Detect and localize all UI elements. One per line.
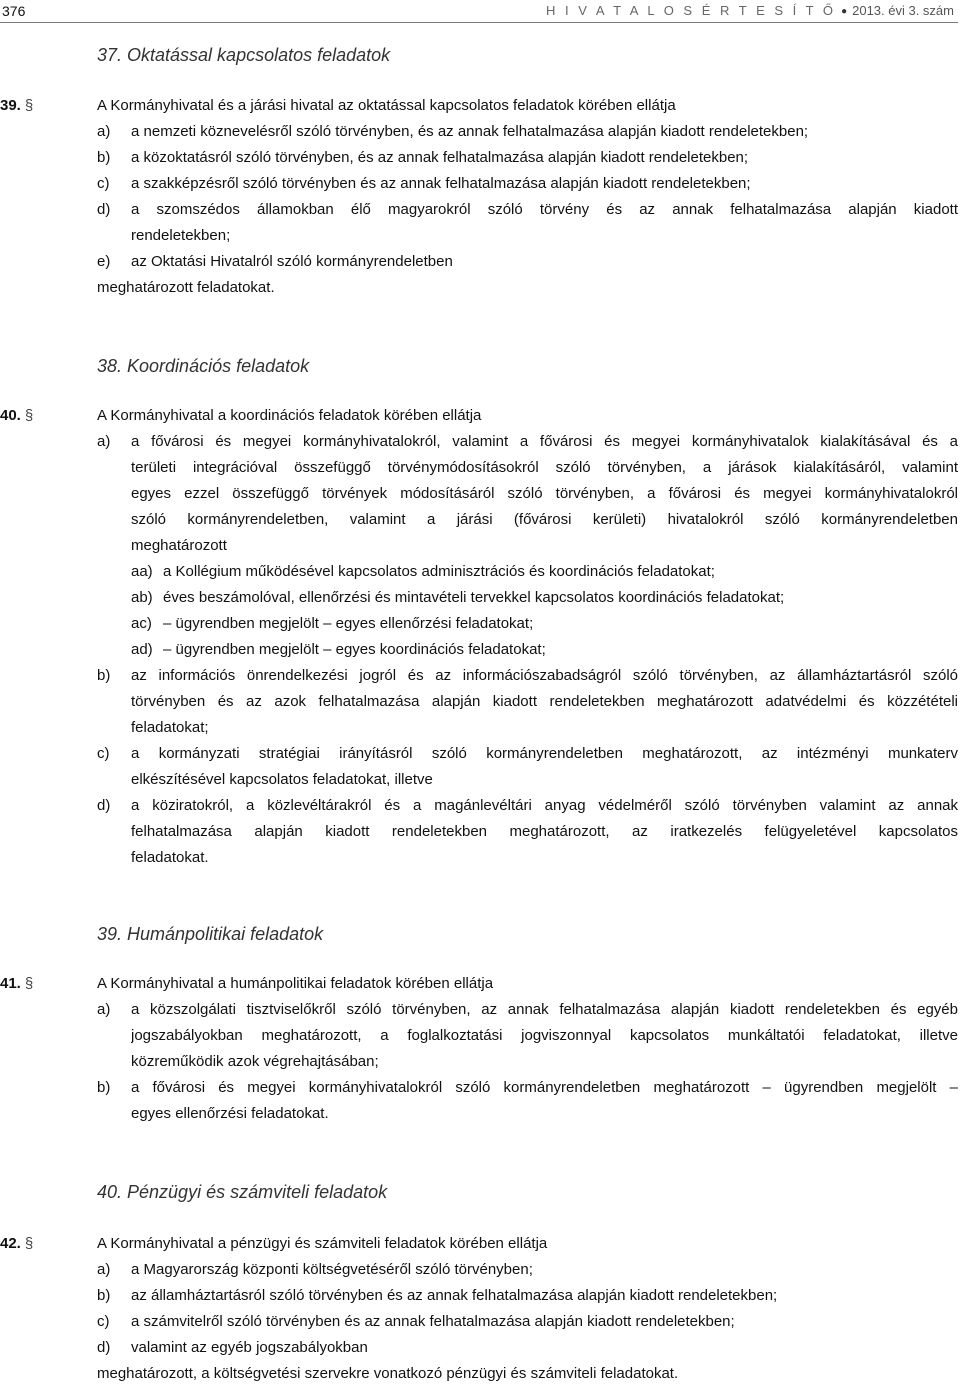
item-label: b) — [97, 149, 111, 166]
journal-title: H I V A T A L O S É R T E S Í T Ő — [546, 3, 837, 18]
item-label: a) — [97, 1001, 111, 1018]
item-text: a közoktatásról szóló törvényben, és az annak felhatalmazása alapján kiadott rendeletekben; — [131, 149, 749, 166]
subitem-label: aa) — [131, 563, 153, 580]
item-label: c) — [97, 1313, 110, 1330]
subitem-text: éves beszámolóval, ellenőrzési és mintavételi tervekkel kapcsolatos koordinációs feladatokat; — [163, 589, 785, 606]
paragraph-number-41 — [0, 971, 33, 997]
paragraph-intro: A Kormányhivatal a humánpolitikai feladatok körében ellátja — [97, 975, 494, 992]
item-text: egyes ellenőrzési feladatokat. — [131, 1105, 329, 1122]
item-text: területi integrációval összefüggő törvénymódosításokról szóló törvényben, a járások kialakításáról, valamint — [131, 459, 958, 476]
item-text: egyes ezzel összefüggő törvények módosításáról szóló törvényben, a fővárosi és megyei kormányhivatalokról — [131, 485, 958, 502]
section-heading-37: 37. Oktatással kapcsolatos feladatok — [97, 45, 391, 65]
section-sign: § — [24, 975, 34, 992]
item-label: a) — [97, 1261, 111, 1278]
item-text: a számvitelről szóló törvényben és az annak felhatalmazása alapján kiadott rendeletekben; — [131, 1313, 735, 1330]
item-text: az Oktatási Hivatalról szóló kormányrendeletben — [131, 253, 453, 270]
item-text: valamint az egyéb jogszabályokban — [131, 1339, 368, 1356]
item-label: b) — [97, 1079, 111, 1096]
item-text: a szakképzésről szóló törvényben és az annak felhatalmazása alapján kiadott rendeletekben; — [131, 175, 751, 192]
item-text: a Magyarország központi költségvetéséről szóló törvényben; — [131, 1261, 533, 1278]
section-sign: § — [24, 407, 34, 424]
paragraph-closing: meghatározott, a költségvetési szervekre vonatkozó pénzügyi és számviteli feladatokat. — [97, 1365, 679, 1382]
subitem-label: ad) — [131, 641, 153, 658]
subitem-text: – ügyrendben megjelölt – egyes ellenőrzési feladatokat; — [163, 615, 534, 632]
item-label: c) — [97, 175, 110, 192]
issue-number: 2013. évi 3. szám — [852, 3, 954, 18]
item-text: feladatokat; — [131, 719, 209, 736]
item-text: a közszolgálati tisztviselőkről szóló törvényben, az annak felhatalmazása alapján kiadott rendeletekben és egyéb — [131, 1001, 958, 1018]
subitem-text: – ügyrendben megjelölt – egyes koordinációs feladatokat; — [163, 641, 546, 658]
item-text: az információs önrendelkezési jogról és az információszabadságról szóló törvényben, az államháztartásról szóló — [131, 667, 958, 684]
paragraph-closing: meghatározott feladatokat. — [97, 279, 275, 296]
item-text: a szomszédos államokban élő magyarokról szóló törvény és az annak felhatalmazása alapján kiadott — [131, 201, 958, 218]
item-text: a köziratokról, a közlevéltárakról és a magánlevéltári anyag védelméről szóló törvényben valamint az annak — [131, 797, 958, 814]
item-text: szóló kormányrendeletben, valamint a járási (fővárosi kerületi) hivatalokról szóló kormányrendeletben — [131, 511, 958, 528]
item-text: felhatalmazása alapján kiadott rendeletekben meghatározott, az iratkezelés felügyeletével kapcsolatos — [131, 823, 958, 840]
item-text: a fővárosi és megyei kormányhivatalokról, valamint a fővárosi és megyei kormányhivatalok kialakításával és a — [131, 433, 958, 450]
paragraph-number: 42. — [0, 1235, 21, 1252]
paragraph-number: 40. — [0, 407, 21, 424]
separator-dot-icon: ● — [841, 6, 848, 17]
section-heading-40: 40. Pénzügyi és számviteli feladatok — [97, 1182, 388, 1202]
paragraph-number-40 — [0, 403, 33, 429]
item-text: jogszabályokban meghatározott, a foglalkoztatási jogviszonnyal kapcsolatos munkáltatói feladatokat, illetve — [131, 1027, 958, 1044]
item-text: törvényben és az azok felhatalmazása alapján kiadott rendeletekben meghatározott adatvédelmi és közzétételi — [131, 693, 958, 710]
paragraph-intro: A Kormányhivatal a pénzügyi és számviteli feladatok körében ellátja — [97, 1235, 548, 1252]
item-text: az államháztartásról szóló törvényben és az annak felhatalmazása alapján kiadott rendeletekben; — [131, 1287, 778, 1304]
item-label: c) — [97, 745, 110, 762]
item-text: rendeletekben; — [131, 227, 231, 244]
item-label: d) — [97, 797, 111, 814]
paragraph-number: 39. — [0, 97, 21, 114]
subitem-label: ac) — [131, 615, 152, 632]
subitem-text: a Kollégium működésével kapcsolatos adminisztrációs és koordinációs feladatokat; — [163, 563, 715, 580]
paragraph-number-39 — [0, 93, 33, 119]
item-label: d) — [97, 201, 111, 218]
item-text: elkészítésével kapcsolatos feladatokat, illetve — [131, 771, 433, 788]
paragraph-intro: A Kormányhivatal és a járási hivatal az oktatással kapcsolatos feladatok körében ellátja — [97, 97, 676, 114]
item-text: feladatokat. — [131, 849, 209, 866]
paragraph-number: 41. — [0, 975, 21, 992]
subitem-label: ab) — [131, 589, 153, 606]
item-text: közreműködik azok végrehajtásában; — [131, 1053, 379, 1070]
section-sign: § — [24, 97, 34, 114]
item-text: a nemzeti köznevelésről szóló törvényben, és az annak felhatalmazása alapján kiadott rendeletekben; — [131, 123, 809, 140]
item-label: a) — [97, 123, 111, 140]
item-label: d) — [97, 1339, 111, 1356]
page-number: 376 — [2, 3, 26, 19]
paragraph-intro: A Kormányhivatal a koordinációs feladatok körében ellátja — [97, 407, 482, 424]
section-heading-39: 39. Humánpolitikai feladatok — [97, 924, 324, 944]
item-label: b) — [97, 667, 111, 684]
item-label: a) — [97, 433, 111, 450]
journal-info — [546, 0, 954, 25]
running-header — [0, 0, 958, 23]
item-label: e) — [97, 253, 111, 270]
item-text: meghatározott — [131, 537, 227, 554]
section-sign: § — [24, 1235, 34, 1252]
item-label: b) — [97, 1287, 111, 1304]
paragraph-number-42 — [0, 1231, 33, 1257]
item-text: a fővárosi és megyei kormányhivatalokról szóló kormányrendeletben meghatározott – ügyrendben megjelölt – — [131, 1079, 958, 1096]
item-text: a kormányzati stratégiai irányításról szóló kormányrendeletben meghatározott, az intézményi munkaterv — [131, 745, 958, 762]
section-heading-38: 38. Koordinációs feladatok — [97, 356, 310, 376]
